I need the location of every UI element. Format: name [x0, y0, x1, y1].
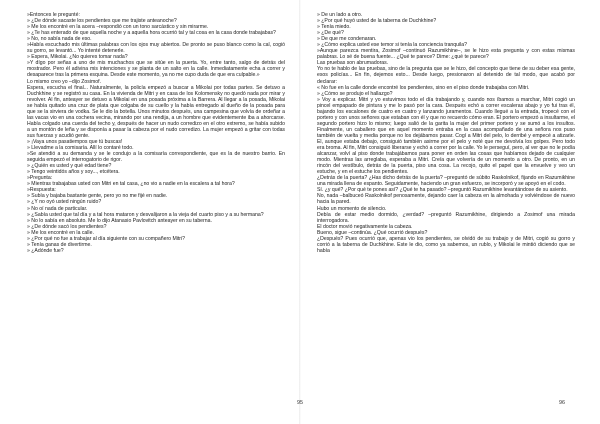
left-page-number: 95 [297, 400, 303, 406]
right-page [317, 12, 575, 412]
paragraph: » Tenía miedo. [317, 24, 351, 31]
paragraph: » Subía y bajaba bastante gente, pero yo no me fijé en nadie. [27, 193, 168, 200]
paragraph: »Pregunta: [27, 175, 53, 182]
paragraph: » ¿Por qué huyó usted de la taberna de Duchkhine? [317, 18, 437, 25]
paragraph: » ¿Quién es usted y qué edad tiene? [27, 163, 112, 170]
paragraph: » ¿Cómo se produjo el hallazgo? [317, 90, 393, 97]
paragraph: Lo mismo creo yo –dijo Zosimof. [27, 78, 101, 85]
paragraph: Sí. ¿y qué? ¿Por qué te pones así? ¿Qué te ha pasado? –preguntó Razumikhine levantándose de su asiento. [317, 187, 568, 194]
book-gutter [299, 0, 301, 424]
paragraph: No, nada –balbuceó Raskolnikof penosamente, dejando caer la cabeza en la almohada y volviéndose de nuevo hacia la pared. [317, 193, 575, 206]
paragraph: » Mientras trabajabas usted con Mitri en tal casa, ¿no vio a nadie en la escalera a tal hora? [27, 181, 235, 188]
paragraph: » Me los encontré en la acera −respondió con un tono sarcástico y sin mirarme. [27, 24, 209, 31]
paragraph: » ¿Adónde fue? [27, 247, 64, 254]
paragraph: » No oí nada de particular. [27, 205, 88, 212]
paragraph: » No lo sabía en absoluto. Me lo dijo Atanasio Pavlovitch anteayer en su taberna. [27, 217, 212, 224]
paragraph: » Tenía ganas de divertirme. [27, 241, 92, 248]
paragraph: »Entonces le pregunté: [27, 12, 80, 18]
paragraph: » Llevadme a la comisaría. Allí lo contaré todo. [27, 145, 134, 152]
paragraph: » Espera, Mikolai. ¿No quieres tomar nada? [27, 54, 128, 61]
paragraph: Yo no te hablo de las pruebas, sino de la pregunta que se le hizo, del concepto que tiene de su deber esa gente, esos policías... En fin, dejemos esto... Desde luego, presionaron al detenido de tal modo, que acabó por declarar: [317, 66, 575, 85]
paragraph: »Se atendió a su demanda y se le condujo a la comisaría correspondiente, que es la de nuestro barrio. En seguida empezó el interrogatorio de rigor. [27, 151, 285, 164]
paragraph: Hubo un momento de silencio. [317, 205, 387, 212]
paragraph: Bueno, sigue –continúa. ¿Qué ocurrió después? [317, 229, 428, 236]
paragraph: » ¿De qué? [317, 30, 344, 37]
paragraph: »Y dígo por señas a uno de mis muchachos que se sitúe en la puerta. Yo, entre tanto, salgo de detrás del mostrador. Pero él adivina mis intenciones y se planta de un salto en la calle. Inmediatamente echa a correr y desaparece tras la primera esquina. Desde este momento, ya no me cupo duda de que era culpable.» [27, 60, 285, 79]
paragraph: El doctor movió negativamente la cabeza. [317, 223, 413, 230]
right-page-text [317, 12, 575, 254]
paragraph: » De un lado a otro. [317, 12, 363, 18]
paragraph: ¿Después? Pues ocurrió que, apenas vio los pendientes, se olvidó de su trabajo y de Mitri, cogió su gorro y corrió a la taberna de Duchkhine. Este le dio, como ya sabemos, un rublo, y Mikolai le mintió diciendo que se había [317, 235, 575, 254]
paragraph: » ¿Cómo explica usted ese temor si tenía la conciencia tranquila? [317, 42, 468, 49]
paragraph: ¿Detrás de la puerta? ¿Has dicho detrás de la puerta? –preguntó de súbito Raskolnikof, fijando en Razumikhine una mirada llena de espanto. Seguidamente, haciendo un gran esfuerzo, se incorporó y se apoyó en el codo. [317, 175, 575, 188]
paragraph: « No fue en la calle donde encontré los pendientes, sino en el piso donde trabajaba con Mitri. [317, 84, 530, 91]
paragraph: » ¿Te has enterado de que aquella noche y a aquella hora ocurrió tal y tal cosa en la casa donde trabajabas? [27, 30, 276, 37]
paragraph: » ¿De dónde sacaste los pendientes que me trajiste anteanoche? [27, 18, 177, 25]
paragraph: » No, no sabía nada de eso. [27, 36, 92, 43]
paragraph: Debía de estar medio dormido, ¿verdad? –preguntó Razumikhine, dirigiendo a Zosimof una mirada interrogadora. [317, 211, 575, 224]
paragraph: » Voy a explicar. Mitri y yo estuvimos todo el día trabajando y, cuando nos íbamos a marchar, Mitri cogió un pincel empapado de pintura y me lo pasó por la cara. Después echó a correr escaleras abajo y yo fui tras él, bajando los escalones de cuatro en cuatro y lanzando juramentos. Cuando llegué a la entrada, tropecé con el portero y con unos señores que estaban con él y que no recuerdo cómo eran. El portero empezó a insultarme, el segundo portero hizo lo mismo; luego salió de la garita la mujer del primer portero y se sumó a los insultos. Finalmente, un caballero que en aquel momento entraba en la casa acompañado de una señora nos puso también de vuelta y media porque no los dejábamos pasar. Cogí a Mitri del pelo, lo derribé y empecé a atizarle. El, aunque estaba debajo, consiguió también asirme por el pelo y noté que me devolvía los golpes. Pero todo era broma. Al fin, Mitri consiguió liberarse y echó a correr por la calle. Yo le perseguí, pero, al ver que no le podía alcanzar, volví al piso donde trabajábamos para poner en orden las cosas que habíamos dejado de cualquier modo. Mientras las arreglaba, esperaba a Mitri. Creía que volvería de un momento a otro. De pronto, en un rincón del vestíbulo, detrás de la puerta, piso una cosa. La recojo, quito el papel que la envuelve y veo un estuche, y en el estuche los pendientes. [317, 96, 575, 176]
paragraph: »Había escuchado mis últimas palabras con los ojos muy abiertos. De pronto se puso blanco como la cal, cogió su gorro, se levantó... Yo intenté detenerle. [27, 42, 285, 55]
paragraph: » Me los encontré en la calle. [27, 229, 94, 236]
paragraph: » ¿Por qué no fue a trabajar al día siguiente con su compañero Mitri? [27, 235, 186, 242]
paragraph: Las pruebas son abrumadoras. [317, 60, 389, 67]
paragraph: » De que me condenaran. [317, 36, 377, 43]
left-page [27, 12, 285, 412]
paragraph: »Respuesta: [27, 187, 56, 194]
paragraph: » ¿Y no oyó usted ningún ruido? [27, 199, 102, 206]
paragraph: Espera, escucha el final... Naturalmente, la policía empezó a buscar a Mikolai por todas partes. Se detuvo a Duchkhine y se registró su casa. En la vivienda de Mitri y en casa de los Kolomensky no quedó nada por mirar y revolver. Al fin, anteayer se detuvo a Mikolai en una posada próxima a la Barrera. Al llegar a la posada, Mikolai se había quitado una cruz de plata que colgaba de su cuello y la había entregado al dueño de la posada para que se la sirviera de vodka. Se le dio la botella. Unos minutos después, una campesina que volvía de ordeñar a las vacas vio en una cochera vecina, mirando por una rendija, a un hombre que evidentemente iba a ahorcarse. Había colgado una cuerda del techo y, después de hacer un nudo corredizo en el otro extremo, se había subido a un montón de leña y se disponía a pasar la cabeza por el nudo corredizo. La mujer empezó a gritar con todas sus fuerzas y acudió gente. [27, 84, 285, 139]
paragraph: » Tengo veintidós años y soy..., etcétera. [27, 169, 120, 176]
right-page-number: 96 [559, 400, 565, 406]
paragraph: » ¿De dónde sacó los pendientes? [27, 223, 107, 230]
paragraph: » ¡Vaya unos pasatiempos que tú buscas! [27, 138, 123, 145]
paragraph: » ¿Sabía usted que tal día y a tal hora mataron y desvalijaron a la vieja del cuarto piso y a su hermana? [27, 211, 264, 218]
left-page-text [27, 12, 285, 254]
paragraph: »Aunque parezca mentira, Zosimof –continuó Razumikhine–, se le hizo esta pregunta y con estas mismas palabras. Lo sé de buena fuente... ¿Qué te parece? Dime: ¿qué te parece? [317, 48, 575, 61]
